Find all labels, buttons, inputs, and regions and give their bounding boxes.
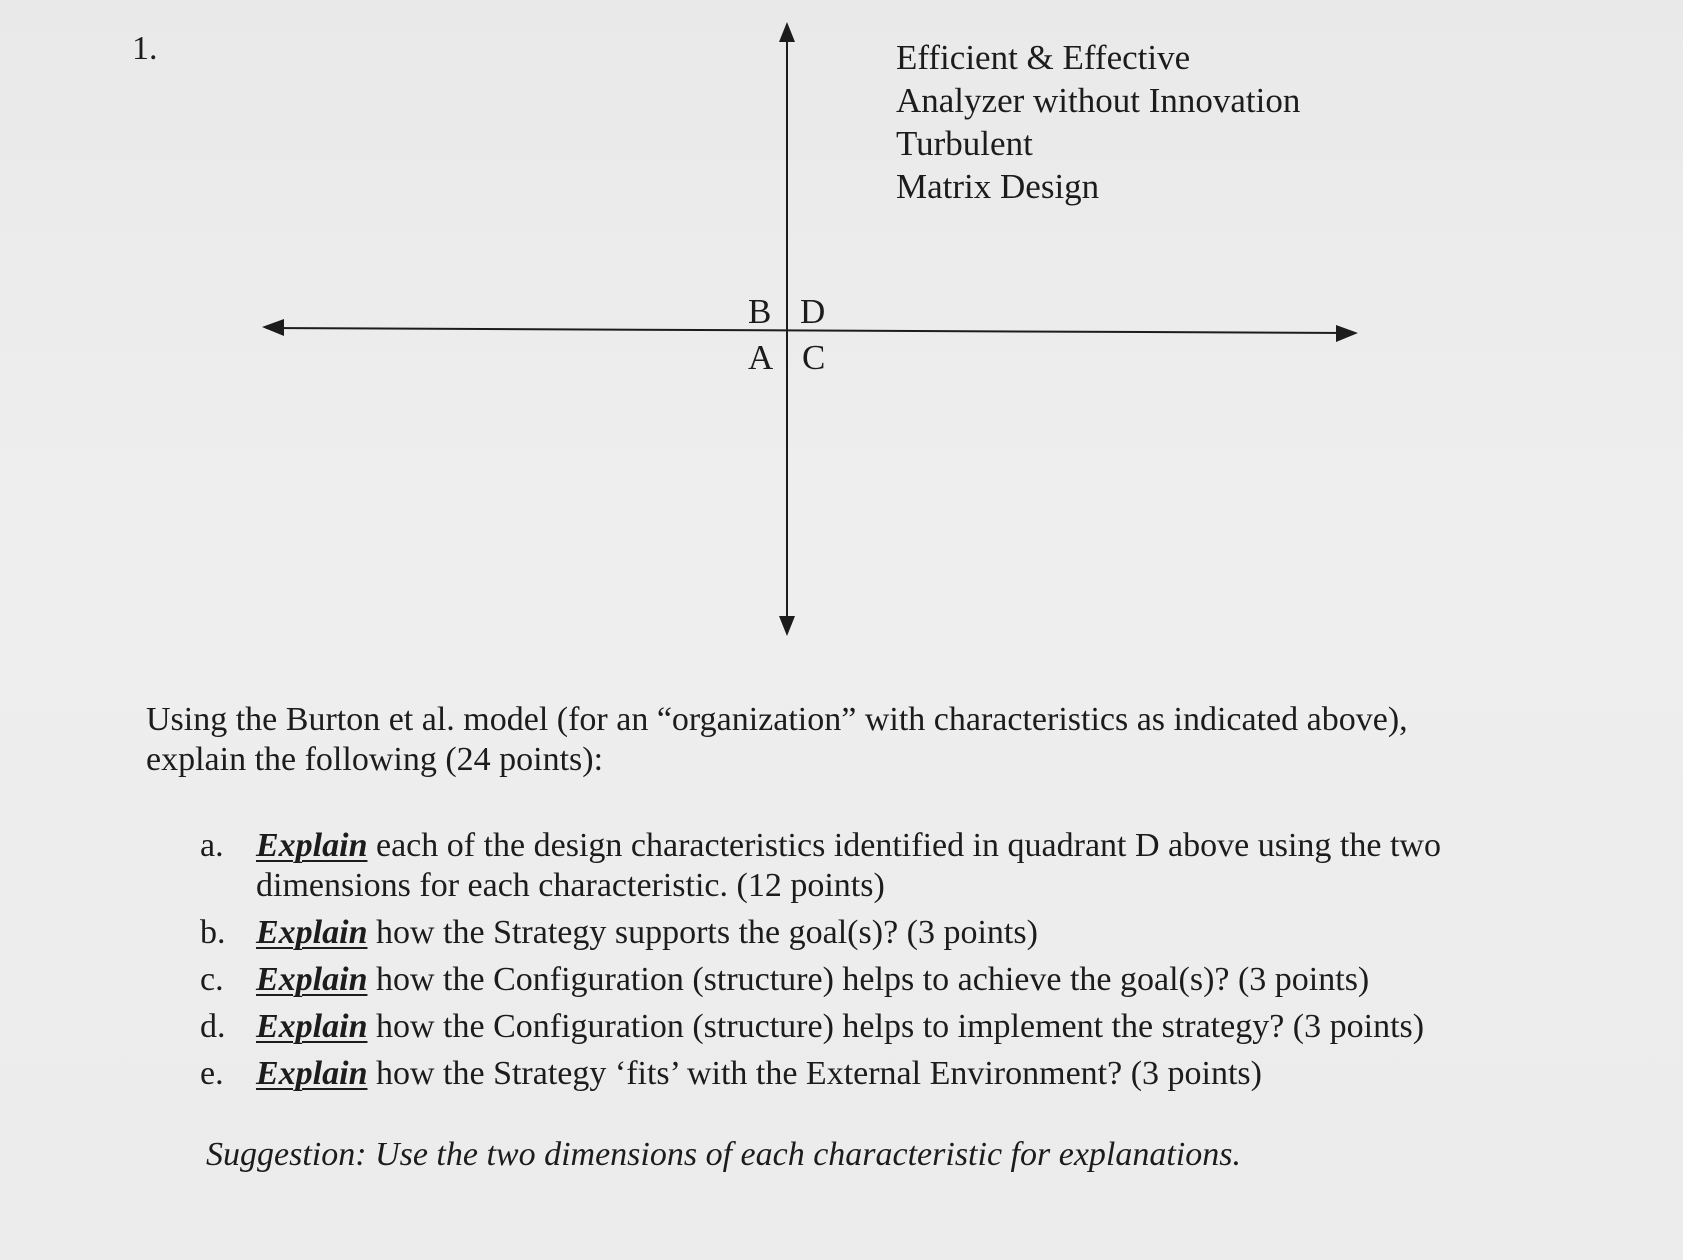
item-verb: Explain	[256, 914, 368, 951]
characteristic-strategy: Analyzer without Innovation	[896, 81, 1301, 120]
characteristic-environment: Turbulent	[896, 124, 1033, 163]
horizontal-axis-left-arrow-icon	[262, 319, 284, 336]
question-number: 1.	[132, 30, 158, 67]
intro-line-2: explain the following (24 points):	[146, 741, 604, 778]
quadrant-label-a: A	[748, 338, 774, 377]
item-verb: Explain	[256, 1008, 368, 1045]
question-items-list	[200, 826, 1530, 1101]
characteristic-goal: Efficient & Effective	[896, 38, 1191, 77]
item-text: how the Configuration (structure) helps to implement the strategy? (3 points)	[367, 1008, 1425, 1045]
intro-line-1: Using the Burton et al. model (for an “organization” with characteristics as indicated above),	[146, 701, 1408, 738]
suggestion-note: Suggestion: Use the two dimensions of each characteristic for explanations.	[206, 1136, 1241, 1173]
quadrant-label-b: B	[748, 292, 772, 331]
item-letter: e.	[200, 1055, 224, 1092]
list-item-e	[200, 1054, 1530, 1094]
list-item-d	[200, 1007, 1530, 1047]
item-text: how the Strategy supports the goal(s)? (3 points)	[367, 914, 1038, 951]
list-item-a	[200, 826, 1530, 906]
item-verb: Explain	[256, 961, 368, 998]
item-verb: Explain	[256, 827, 368, 864]
horizontal-axis-right-arrow-icon	[1336, 325, 1358, 342]
item-verb: Explain	[256, 1055, 368, 1092]
characteristic-configuration: Matrix Design	[896, 167, 1100, 206]
item-text-continuation: dimensions for each characteristic. (12 points)	[256, 867, 885, 904]
vertical-axis-top-arrow-icon	[779, 22, 795, 42]
item-letter: d.	[200, 1008, 226, 1045]
question-intro	[146, 700, 1546, 780]
vertical-axis-bottom-arrow-icon	[779, 616, 795, 636]
quadrant-label-c: C	[802, 338, 826, 377]
list-item-c	[200, 960, 1530, 1000]
item-letter: a.	[200, 827, 224, 864]
item-text: each of the design characteristics identified in quadrant D above using the two	[367, 827, 1441, 864]
quadrant-d-characteristics	[896, 36, 1300, 208]
item-text: how the Strategy ‘fits’ with the External Environment? (3 points)	[367, 1055, 1262, 1092]
quadrant-label-d: D	[800, 292, 826, 331]
list-item-b	[200, 913, 1530, 953]
item-letter: b.	[200, 914, 226, 951]
item-letter: c.	[200, 961, 224, 998]
item-text: how the Configuration (structure) helps to achieve the goal(s)? (3 points)	[367, 961, 1370, 998]
